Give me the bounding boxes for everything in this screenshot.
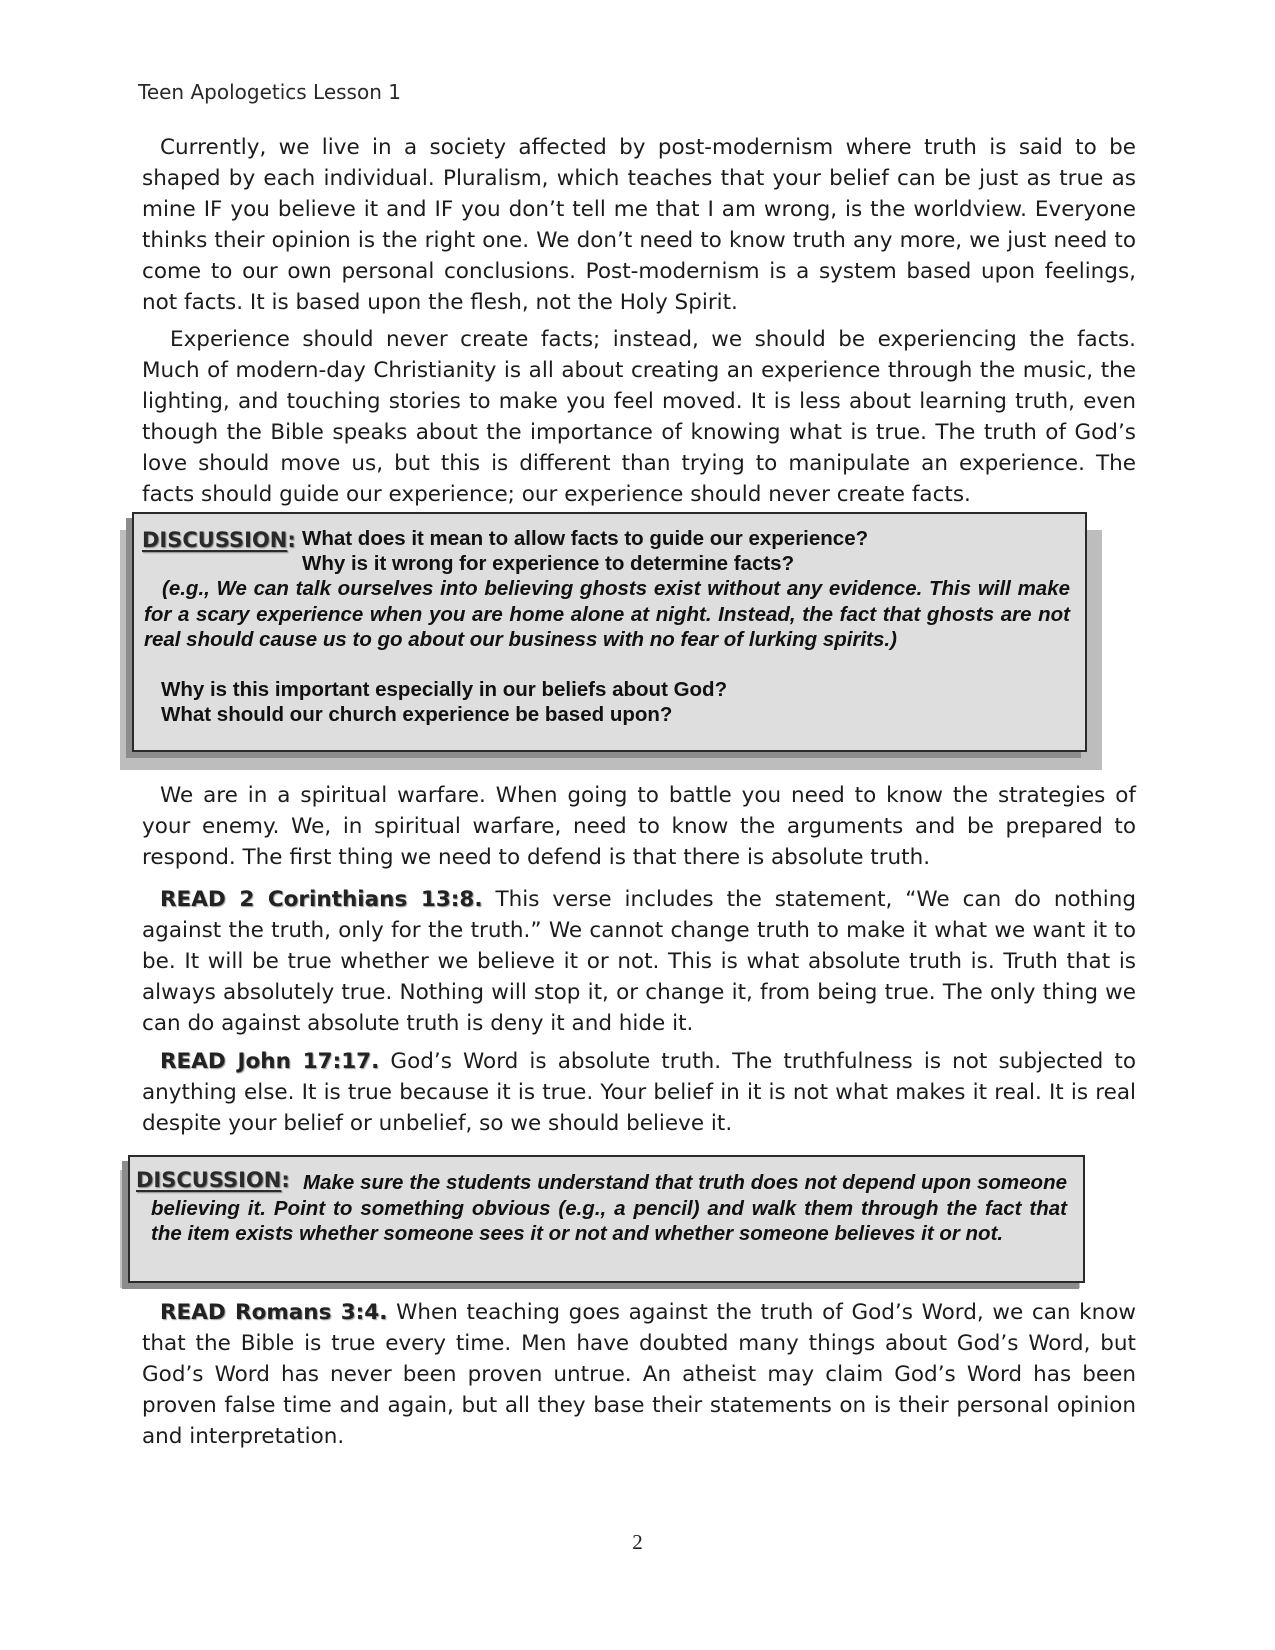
discussion-question: What should our church experience be based upon? [161,703,673,726]
paragraph-text: Experience should never create facts; instead, we should be experiencing the facts. Much of modern-day Christianity is all about creating an experience through the music, the lighting, and touching stories to make you feel moved. It is less about learning truth, even though the Bible speaks about the importance of knowing what is true. The truth of God’s love should move us, but this is different than trying to manipulate an experience. The facts should guide our experience; our experience should never create facts. [142,327,1136,507]
paragraph-john [142,1046,1136,1139]
paragraph-experience [142,324,1136,510]
paragraph-text: We are in a spiritual warfare. When going to battle you need to know the strategies of your enemy. We, in spiritual warfare, need to know the arguments and be prepared to respond. The first thing we need to defend is that there is absolute truth. [142,783,1136,870]
discussion-instruction: Make sure the students understand that truth does not depend upon someone believing it. Point to something obvious (e.g., a pencil) and walk them through the fact that the item exists whether someone sees it or not and whether someone believes it or not. [151,1171,1067,1245]
paragraph-corinthians [142,884,1136,1039]
paragraph-text: When teaching goes against the truth of God’s Word, we can know that the Bible is true every time. Men have doubted many things about God’s Word, but God’s Word has never been proven untrue. An atheist may claim God’s Word has been proven false time and again, but all they base their statements on is their personal opinion and interpretation. [142,1300,1136,1449]
discussion-colon: : [287,528,296,552]
paragraph-postmodernism [142,132,1136,318]
paragraph-warfare [142,780,1136,873]
discussion-label: DISCUSSION [142,528,288,552]
lesson-header: Teen Apologetics Lesson 1 [138,80,401,104]
discussion-question: Why is it wrong for experience to determine facts? [302,552,795,575]
paragraph-text: Currently, we live in a society affected by post-modernism where truth is said to be shaped by each individual. Pluralism, which teaches that your belief can be just as true as mine IF you believe it and IF you don’t tell me that I am wrong, is the worldview. Everyone thinks their opinion is the right one. We don’t need to know truth any more, we just need to come to our own personal conclusions. Post-modernism is a system based upon feelings, not facts. It is based upon the flesh, not the Holy Spirit. [142,135,1136,315]
discussion-box-1 [132,512,1087,752]
scripture-reference: READ 2 Corinthians 13:8. [160,887,483,912]
discussion-box-2 [128,1155,1085,1283]
paragraph-romans [142,1297,1136,1452]
discussion-example: (e.g., We can talk ourselves into believing ghosts exist without any evidence. This will make for a scary experience when you are home alone at night. Instead, the fact that ghosts are not real should cause us to go about our business with no fear of lurking spirits.) [144,577,1070,651]
scripture-reference: READ John 17:17. [160,1049,380,1074]
paragraph-text: This verse includes the statement, “We can do nothing against the truth, only for the truth.” We cannot change truth to make it what we want it to be. It will be true whether we believe it or not. This is what absolute truth is. Truth that is always absolutely true. Nothing will stop it, or change it, from being true. The only thing we can do against absolute truth is deny it and hide it. [142,887,1136,1036]
page-number: 2 [632,1530,643,1554]
paragraph-text: God’s Word is absolute truth. The truthfulness is not subjected to anything else. It is true because it is true. Your belief in it is not what makes it real. It is real despite your belief or unbelief, so we should believe it. [142,1049,1137,1136]
discussion-label: DISCUSSION [136,1168,282,1192]
discussion-question: What does it mean to allow facts to guide our experience? [302,527,869,550]
scripture-reference: READ Romans 3:4. [160,1300,388,1325]
discussion-colon: : [281,1168,290,1192]
discussion-question: Why is this important especially in our beliefs about God? [161,678,728,701]
